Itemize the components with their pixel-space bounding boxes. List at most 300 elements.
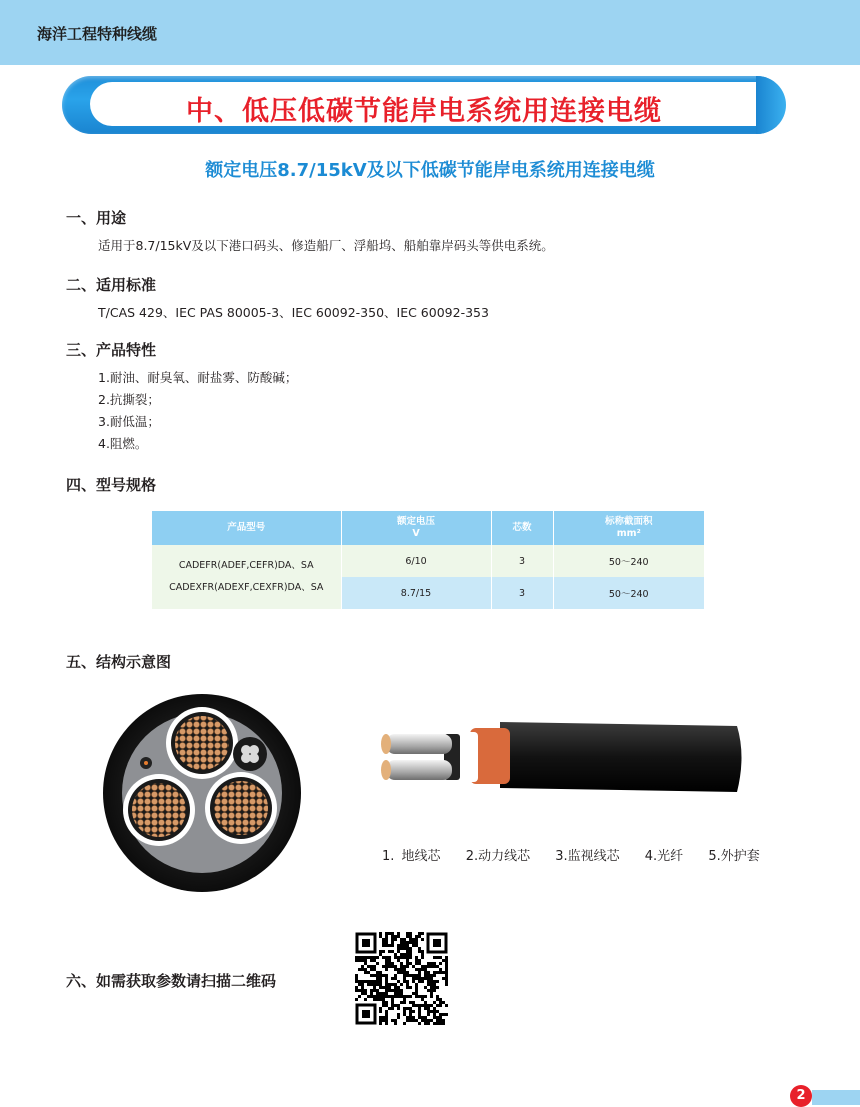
qr-module xyxy=(364,959,367,962)
qr-module xyxy=(412,941,415,944)
qr-module xyxy=(364,971,367,974)
qr-module xyxy=(415,974,418,977)
qr-module xyxy=(379,1016,382,1019)
qr-module xyxy=(379,935,382,938)
qr-module xyxy=(427,980,430,983)
qr-module xyxy=(376,980,379,983)
qr-module xyxy=(418,1004,421,1007)
qr-module xyxy=(439,1013,442,1016)
qr-module xyxy=(430,992,433,995)
feature-item: 3.耐低温； xyxy=(98,414,160,429)
voltage-cell: 6/10 xyxy=(341,545,491,577)
qr-module xyxy=(403,977,406,980)
features-heading: 三、产品特性 xyxy=(66,341,157,359)
qr-module xyxy=(379,980,382,983)
qr-module xyxy=(409,950,412,953)
qr-module xyxy=(400,962,403,965)
qr-module xyxy=(424,1016,427,1019)
qr-module xyxy=(406,944,409,947)
qr-module xyxy=(394,974,397,977)
qr-module xyxy=(394,968,397,971)
qr-module xyxy=(409,938,412,941)
qr-module xyxy=(424,1022,427,1025)
qr-module xyxy=(400,968,403,971)
qr-module xyxy=(421,1019,424,1022)
qr-module xyxy=(367,965,370,968)
qr-module xyxy=(382,1019,385,1022)
conductor xyxy=(381,760,452,780)
qr-module xyxy=(430,1019,433,1022)
qr-module xyxy=(430,983,433,986)
qr-module xyxy=(421,938,424,941)
qr-module xyxy=(433,1013,436,1016)
qr-module xyxy=(415,962,418,965)
qr-module xyxy=(439,956,442,959)
qr-module xyxy=(379,977,382,980)
qr-module xyxy=(442,977,445,980)
qr-module xyxy=(394,989,397,992)
qr-module xyxy=(355,974,358,977)
page-number: 2 xyxy=(790,1085,812,1107)
qr-module xyxy=(439,998,442,1001)
standards-heading: 二、适用标准 xyxy=(66,276,157,294)
col-header-voltage-label: 额定电压 xyxy=(396,516,435,527)
qr-module xyxy=(397,986,400,989)
qr-module xyxy=(379,1010,382,1013)
qr-module xyxy=(403,995,406,998)
usage-text: 适用于8.7/15kV及以下港口码头、修造船厂、浮船坞、船舶靠岸码头等供电系统。 xyxy=(98,238,554,253)
cores-cell: 3 xyxy=(491,577,553,609)
qr-module xyxy=(385,989,388,992)
qr-module xyxy=(421,980,424,983)
qr-module xyxy=(433,1001,436,1004)
qr-module xyxy=(385,938,388,941)
qr-module xyxy=(415,983,418,986)
qr-module xyxy=(436,1022,439,1025)
qr-module xyxy=(436,998,439,1001)
qr-code-image[interactable] xyxy=(355,932,448,1025)
qr-module xyxy=(439,968,442,971)
qr-module xyxy=(370,968,373,971)
qr-module xyxy=(421,1004,424,1007)
qr-module xyxy=(382,950,385,953)
qr-module xyxy=(364,998,367,1001)
qr-module xyxy=(421,932,424,935)
qr-module xyxy=(415,992,418,995)
qr-module xyxy=(409,995,412,998)
qr-module xyxy=(391,998,394,1001)
qr-module xyxy=(376,956,379,959)
qr-module xyxy=(367,983,370,986)
qr-module xyxy=(427,989,430,992)
qr-module xyxy=(373,968,376,971)
qr-module xyxy=(367,980,370,983)
qr-module xyxy=(394,935,397,938)
qr-module xyxy=(403,1010,406,1013)
qr-module xyxy=(391,962,394,965)
qr-module xyxy=(382,944,385,947)
qr-module xyxy=(403,944,406,947)
spec-table xyxy=(152,511,704,609)
col-header-area-label: 标称截面积 xyxy=(604,516,653,527)
qr-module xyxy=(442,1022,445,1025)
qr-module xyxy=(361,968,364,971)
qr-module xyxy=(358,959,361,962)
feature-item: 1.耐油、耐臭氧、耐盐雾、防酸碱； xyxy=(98,370,298,385)
qr-module xyxy=(364,989,367,992)
qr-module xyxy=(415,941,418,944)
qr-module xyxy=(430,986,433,989)
qr-module xyxy=(403,971,406,974)
qr-module xyxy=(409,947,412,950)
qr-module xyxy=(412,1004,415,1007)
qr-module xyxy=(385,983,388,986)
qr-module xyxy=(400,992,403,995)
qr-module xyxy=(361,989,364,992)
qr-module xyxy=(424,1019,427,1022)
qr-module xyxy=(406,995,409,998)
col-header-model-label: 产品型号 xyxy=(227,522,266,533)
qr-module xyxy=(427,1013,430,1016)
qr-module xyxy=(439,962,442,965)
qr-module xyxy=(391,1001,394,1004)
qr-module xyxy=(424,974,427,977)
header-category: 海洋工程特种线缆 xyxy=(37,25,158,43)
qr-module xyxy=(445,962,448,965)
qr-module xyxy=(361,965,364,968)
qr-module xyxy=(403,1001,406,1004)
voltage-cell: 8.7/15 xyxy=(341,577,491,609)
qr-module xyxy=(418,1016,421,1019)
qr-module xyxy=(445,1013,448,1016)
qr-module xyxy=(442,1019,445,1022)
qr-module xyxy=(370,965,373,968)
qr-module xyxy=(436,980,439,983)
qr-module xyxy=(421,968,424,971)
qr-module xyxy=(415,956,418,959)
qr-module xyxy=(379,998,382,1001)
qr-module xyxy=(376,974,379,977)
qr-module xyxy=(397,989,400,992)
qr-module xyxy=(406,986,409,989)
qr-module xyxy=(376,998,379,1001)
qr-module xyxy=(373,974,376,977)
qr-module xyxy=(391,938,394,941)
qr-module xyxy=(403,941,406,944)
qr-module xyxy=(379,971,382,974)
qr-module xyxy=(424,968,427,971)
qr-module xyxy=(367,971,370,974)
qr-module xyxy=(409,962,412,965)
qr-module xyxy=(355,986,358,989)
legend-item: 2.动力线芯 xyxy=(465,849,531,864)
qr-module xyxy=(385,932,388,935)
qr-module xyxy=(385,992,388,995)
qr-module xyxy=(445,968,448,971)
qr-module xyxy=(427,974,430,977)
qr-module xyxy=(391,941,394,944)
qr-module xyxy=(418,935,421,938)
qr-module xyxy=(415,959,418,962)
qr-module xyxy=(409,953,412,956)
qr-module xyxy=(379,986,382,989)
power-core xyxy=(205,772,277,844)
qr-module xyxy=(433,1022,436,1025)
qr-module xyxy=(382,965,385,968)
qr-module xyxy=(445,965,448,968)
qr-module xyxy=(433,1010,436,1013)
qr-module xyxy=(403,1022,406,1025)
qr-module xyxy=(409,974,412,977)
qr-module xyxy=(367,995,370,998)
feature-item: 2.抗撕裂； xyxy=(98,392,160,407)
qr-module xyxy=(427,977,430,980)
qr-module xyxy=(385,1010,388,1013)
qr-module xyxy=(433,962,436,965)
qr-module xyxy=(373,986,376,989)
qr-module xyxy=(409,1016,412,1019)
qr-module xyxy=(364,992,367,995)
qr-module xyxy=(433,965,436,968)
qr-module xyxy=(445,959,448,962)
qr-module xyxy=(412,1016,415,1019)
qr-module xyxy=(427,965,430,968)
qr-module xyxy=(412,965,415,968)
qr-module xyxy=(388,962,391,965)
qr-module xyxy=(400,971,403,974)
qr-module xyxy=(406,971,409,974)
header-bar xyxy=(0,0,860,65)
qr-module xyxy=(427,1019,430,1022)
qr-module xyxy=(361,983,364,986)
qr-module xyxy=(391,983,394,986)
qr-module xyxy=(385,935,388,938)
qr-module xyxy=(370,956,373,959)
qr-module xyxy=(376,995,379,998)
qr-module xyxy=(424,977,427,980)
qr-module xyxy=(412,992,415,995)
qr-module xyxy=(430,980,433,983)
qr-module xyxy=(409,1001,412,1004)
qr-module xyxy=(406,983,409,986)
qr-module xyxy=(376,983,379,986)
qr-module xyxy=(391,1007,394,1010)
qr-module xyxy=(403,965,406,968)
qr-module xyxy=(418,968,421,971)
qr-module xyxy=(400,944,403,947)
qr-module xyxy=(388,1007,391,1010)
qr-module xyxy=(418,971,421,974)
qr-module xyxy=(370,983,373,986)
qr-module xyxy=(418,1013,421,1016)
qr-module xyxy=(361,992,364,995)
qr-module xyxy=(394,983,397,986)
qr-module xyxy=(394,995,397,998)
qr-module xyxy=(445,977,448,980)
qr-module xyxy=(412,1010,415,1013)
qr-module xyxy=(388,956,391,959)
qr-module xyxy=(382,941,385,944)
qr-module xyxy=(379,974,382,977)
qr-module xyxy=(397,1004,400,1007)
qr-module xyxy=(385,1013,388,1016)
qr-module xyxy=(361,956,364,959)
qr-module xyxy=(418,950,421,953)
qr-module xyxy=(406,965,409,968)
qr-module xyxy=(388,944,391,947)
qr-module xyxy=(379,1022,382,1025)
power-core xyxy=(166,707,238,779)
qr-module xyxy=(445,980,448,983)
qr-module xyxy=(412,980,415,983)
qr-module xyxy=(421,998,424,1001)
qr-module xyxy=(391,1004,394,1007)
fiber-core xyxy=(140,757,152,769)
qr-module xyxy=(370,989,373,992)
qr-module xyxy=(430,977,433,980)
qr-module xyxy=(385,986,388,989)
qr-module xyxy=(439,1016,442,1019)
table-header-row xyxy=(152,511,704,545)
qr-module xyxy=(424,1004,427,1007)
qr-module xyxy=(442,1001,445,1004)
qr-module xyxy=(379,995,382,998)
qr-module xyxy=(373,983,376,986)
qr-module xyxy=(436,971,439,974)
col-header-cores-label: 芯数 xyxy=(512,522,532,533)
legend-item: 3.监视线芯 xyxy=(555,849,620,864)
usage-heading: 一、用途 xyxy=(66,209,127,227)
qr-module xyxy=(400,956,403,959)
qr-module xyxy=(394,938,397,941)
qr-module xyxy=(427,1022,430,1025)
qr-module xyxy=(397,1007,400,1010)
qr-module xyxy=(385,956,388,959)
col-header-voltage xyxy=(341,511,491,545)
qr-module xyxy=(379,1007,382,1010)
qr-module xyxy=(406,974,409,977)
qr-module xyxy=(373,980,376,983)
qr-module xyxy=(421,1016,424,1019)
qr-module xyxy=(409,1007,412,1010)
qr-module xyxy=(397,968,400,971)
legend-item: 5.外护套 xyxy=(708,849,760,864)
power-core xyxy=(123,774,195,846)
qr-module xyxy=(418,962,421,965)
qr-module xyxy=(430,989,433,992)
qr-module xyxy=(418,1007,421,1010)
qr-module xyxy=(355,977,358,980)
qr-module xyxy=(427,962,430,965)
qr-module xyxy=(418,932,421,935)
qr-module xyxy=(355,956,358,959)
col-header-area-unit: mm² xyxy=(616,528,641,539)
qr-module xyxy=(406,953,409,956)
qr-module xyxy=(385,1001,388,1004)
qr-module xyxy=(388,959,391,962)
cable-side-view-image xyxy=(372,712,746,800)
model-cell xyxy=(152,545,341,609)
qr-module xyxy=(436,995,439,998)
qr-module xyxy=(433,980,436,983)
qr-module xyxy=(424,995,427,998)
qr-module xyxy=(373,998,376,1001)
qr-module xyxy=(367,956,370,959)
qr-module xyxy=(436,986,439,989)
qr-module xyxy=(433,1007,436,1010)
specs-heading: 四、型号规格 xyxy=(66,476,157,494)
area-cell: 50～240 xyxy=(553,577,704,609)
qr-module xyxy=(421,977,424,980)
qr-module xyxy=(397,995,400,998)
qr-module xyxy=(400,989,403,992)
qr-module xyxy=(376,989,379,992)
qr-module xyxy=(418,977,421,980)
qr-module xyxy=(439,1004,442,1007)
qr-module xyxy=(388,989,391,992)
qr-module xyxy=(397,992,400,995)
structure-heading: 五、结构示意图 xyxy=(66,653,172,671)
qr-module xyxy=(385,962,388,965)
qr-module xyxy=(406,956,409,959)
qr-module xyxy=(415,986,418,989)
qr-module xyxy=(385,941,388,944)
qr-module xyxy=(376,977,379,980)
qr-module xyxy=(358,968,361,971)
qr-module xyxy=(379,953,382,956)
qr-module xyxy=(439,1001,442,1004)
qr-module xyxy=(412,977,415,980)
qr-module xyxy=(439,971,442,974)
cores-cell: 3 xyxy=(491,545,553,577)
qr-module xyxy=(415,938,418,941)
qr-module xyxy=(445,974,448,977)
qr-module xyxy=(370,995,373,998)
qr-module xyxy=(373,989,376,992)
qr-module xyxy=(424,971,427,974)
qr-module xyxy=(412,944,415,947)
qr-module xyxy=(355,989,358,992)
qr-module xyxy=(418,947,421,950)
qr-module xyxy=(373,956,376,959)
qr-module xyxy=(385,959,388,962)
outer-jacket xyxy=(500,722,742,792)
page-title: 中、低压低碳节能岸电系统用连接电缆 xyxy=(186,96,662,127)
qr-module xyxy=(358,983,361,986)
qr-module xyxy=(397,959,400,962)
qr-module xyxy=(379,950,382,953)
qr-module xyxy=(397,1016,400,1019)
col-header-cores xyxy=(491,511,553,545)
qr-module xyxy=(364,980,367,983)
col-header-area xyxy=(553,511,704,545)
qr-module xyxy=(436,1019,439,1022)
qr-module xyxy=(394,1022,397,1025)
qr-module xyxy=(391,935,394,938)
qr-module xyxy=(394,977,397,980)
qr-module xyxy=(403,974,406,977)
qr-module xyxy=(406,959,409,962)
qr-module xyxy=(385,980,388,983)
qr-module xyxy=(424,1001,427,1004)
qr-module xyxy=(397,956,400,959)
qr-module xyxy=(385,974,388,977)
qr-module xyxy=(412,1001,415,1004)
qr-module xyxy=(415,989,418,992)
qr-module xyxy=(397,947,400,950)
qr-module xyxy=(403,953,406,956)
qr-module xyxy=(385,1016,388,1019)
